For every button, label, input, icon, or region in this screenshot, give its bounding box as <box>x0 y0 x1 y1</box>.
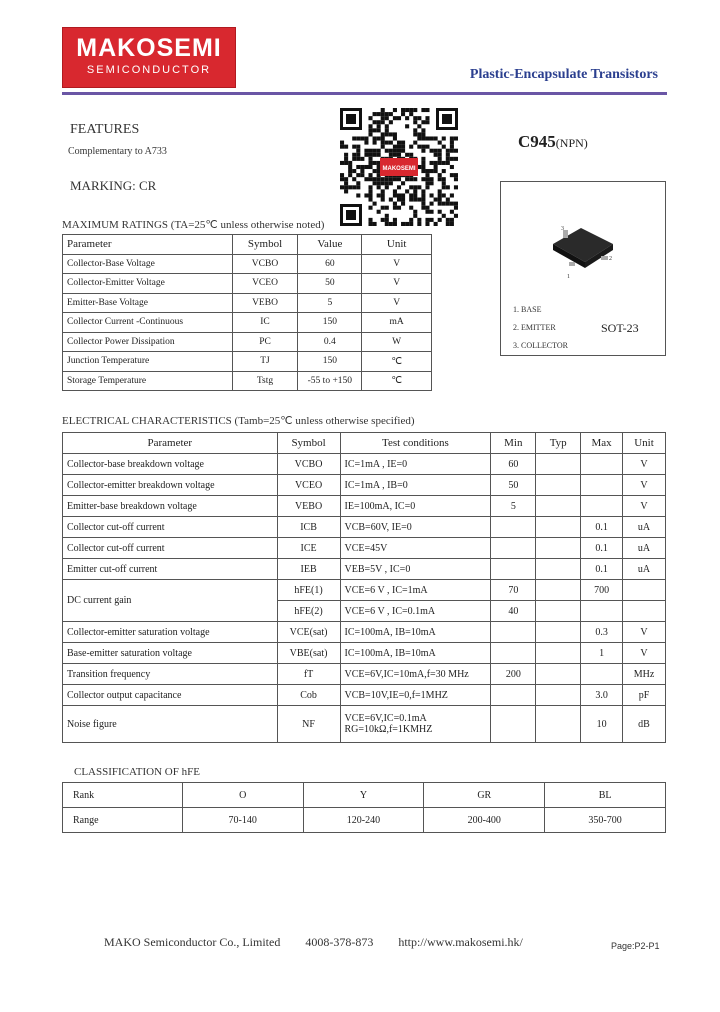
cond-cell: VCB=60V, IE=0 <box>340 517 491 538</box>
unit-cell: V <box>623 622 666 643</box>
footer-url[interactable]: http://www.makosemi.hk/ <box>398 935 523 949</box>
value-cell: 150 <box>298 313 362 333</box>
typ-cell <box>536 622 581 643</box>
electrical-row <box>63 622 666 643</box>
column-header: Max <box>581 433 623 454</box>
range-row <box>63 808 666 833</box>
typ-cell <box>536 538 581 559</box>
param-cell: Collector-emitter saturation voltage <box>63 622 278 643</box>
column-header: Symbol <box>277 433 340 454</box>
symbol-cell: VCEO <box>232 274 298 294</box>
column-header: Test conditions <box>340 433 491 454</box>
min-cell <box>491 685 536 706</box>
typ-cell <box>536 664 581 685</box>
max-cell: 0.1 <box>581 559 623 580</box>
logo-brand: MAKOSEMI <box>76 34 222 62</box>
unit-cell: V <box>623 475 666 496</box>
min-cell: 60 <box>491 454 536 475</box>
max-ratings-title: MAXIMUM RATINGS (TA=25℃ unless otherwise noted) <box>62 219 325 231</box>
unit-cell: ℃ <box>362 371 432 391</box>
symbol-cell: ICE <box>277 538 340 559</box>
max-cell: 0.1 <box>581 538 623 559</box>
column-header: Symbol <box>232 235 298 255</box>
qr-logo-text: MAKOSEMI <box>382 166 416 172</box>
max-cell <box>581 496 623 517</box>
footer <box>104 935 545 950</box>
unit-cell: W <box>362 332 432 352</box>
unit-cell: uA <box>623 538 666 559</box>
min-cell <box>491 517 536 538</box>
cond-cell: VCE=6 V , IC=1mA <box>340 580 491 601</box>
symbol-cell: hFE(2) <box>277 601 340 622</box>
parameter-cell: Collector Power Dissipation <box>63 332 233 352</box>
symbol-cell: ICB <box>277 517 340 538</box>
param-cell: Collector output capacitance <box>63 685 278 706</box>
rank-cell: GR <box>424 783 545 808</box>
unit-cell: V <box>362 293 432 313</box>
value-cell: 60 <box>298 254 362 274</box>
column-header: Parameter <box>63 433 278 454</box>
cond-cell: IE=100mA, IC=0 <box>340 496 491 517</box>
symbol-cell: VEBO <box>277 496 340 517</box>
symbol-cell: Tstg <box>232 371 298 391</box>
cond-cell <box>340 706 491 743</box>
symbol-cell: VEBO <box>232 293 298 313</box>
electrical-row <box>63 475 666 496</box>
parameter-cell: Collector Current -Continuous <box>63 313 233 333</box>
unit-cell <box>623 601 666 622</box>
electrical-row <box>63 454 666 475</box>
unit-cell: V <box>362 254 432 274</box>
max-cell: 0.1 <box>581 517 623 538</box>
max-ratings-row <box>63 274 432 294</box>
electrical-row <box>63 643 666 664</box>
max-cell <box>581 601 623 622</box>
pin-number-1: 1 <box>567 274 570 280</box>
header-divider <box>62 92 667 95</box>
symbol-cell: VCE(sat) <box>277 622 340 643</box>
pin-number-3: 3 <box>561 226 564 232</box>
part-type: (NPN) <box>555 136 588 150</box>
typ-cell <box>536 685 581 706</box>
cond-cell: IC=100mA, IB=10mA <box>340 622 491 643</box>
electrical-header-row <box>63 433 666 454</box>
sot23-drawing <box>501 182 667 292</box>
electrical-title: ELECTRICAL CHARACTERISTICS (Tamb=25℃ unless otherwise specified) <box>62 415 415 427</box>
document-title: Plastic-Encapsulate Transistors <box>469 67 658 82</box>
value-cell: -55 to +150 <box>298 371 362 391</box>
typ-cell <box>536 643 581 664</box>
company-logo <box>62 27 236 88</box>
electrical-row <box>63 706 666 743</box>
value-cell: 5 <box>298 293 362 313</box>
min-cell: 5 <box>491 496 536 517</box>
column-header: Typ <box>536 433 581 454</box>
typ-cell <box>536 601 581 622</box>
unit-cell: MHz <box>623 664 666 685</box>
max-cell <box>581 475 623 496</box>
symbol-cell: PC <box>232 332 298 352</box>
cond-cell: VCE=6 V , IC=0.1mA <box>340 601 491 622</box>
param-cell: Collector cut-off current <box>63 538 278 559</box>
unit-cell: V <box>623 454 666 475</box>
max-ratings-row <box>63 313 432 333</box>
param-cell: Collector cut-off current <box>63 517 278 538</box>
min-cell <box>491 622 536 643</box>
max-ratings-row <box>63 332 432 352</box>
value-cell: 0.4 <box>298 332 362 352</box>
cond-cell: VCE=45V <box>340 538 491 559</box>
symbol-cell: hFE(1) <box>277 580 340 601</box>
classification-title: CLASSIFICATION OF hFE <box>74 766 200 778</box>
rank-cell: BL <box>545 783 666 808</box>
electrical-row <box>63 496 666 517</box>
param-cell: Base-emitter saturation voltage <box>63 643 278 664</box>
electrical-row <box>63 685 666 706</box>
range-cell: 200-400 <box>424 808 545 833</box>
pin-2-label: 2. EMITTER <box>513 323 556 332</box>
max-cell: 0.3 <box>581 622 623 643</box>
column-header: Value <box>298 235 362 255</box>
electrical-row <box>63 580 666 601</box>
min-cell: 70 <box>491 580 536 601</box>
cond-cell: IC=1mA , IE=0 <box>340 454 491 475</box>
param-cell: Noise figure <box>63 706 278 743</box>
electrical-row <box>63 538 666 559</box>
typ-cell <box>536 475 581 496</box>
symbol-cell: Cob <box>277 685 340 706</box>
rank-row <box>63 783 666 808</box>
unit-cell: mA <box>362 313 432 333</box>
typ-cell <box>536 580 581 601</box>
typ-cell <box>536 517 581 538</box>
unit-cell: V <box>623 643 666 664</box>
symbol-cell: TJ <box>232 352 298 372</box>
unit-cell: uA <box>623 517 666 538</box>
range-label: Range <box>63 808 183 833</box>
symbol-cell: NF <box>277 706 340 743</box>
features-heading: FEATURES <box>70 122 140 137</box>
logo-subtitle: SEMICONDUCTOR <box>86 64 212 76</box>
typ-cell <box>536 559 581 580</box>
max-cell: 1 <box>581 643 623 664</box>
page-number: Page:P2-P1 <box>611 941 660 951</box>
pin-3-label: 3. COLLECTOR <box>513 341 568 350</box>
param-cell: Transition frequency <box>63 664 278 685</box>
typ-cell <box>536 706 581 743</box>
features-text: Complementary to A733 <box>68 146 167 157</box>
condition-line: RG=10kΩ,f=1KMHZ <box>344 724 433 735</box>
parameter-cell: Junction Temperature <box>63 352 233 372</box>
value-cell: 150 <box>298 352 362 372</box>
max-ratings-row <box>63 293 432 313</box>
param-cell: DC current gain <box>63 580 278 622</box>
symbol-cell: VCBO <box>232 254 298 274</box>
max-ratings-row <box>63 371 432 391</box>
max-cell <box>581 664 623 685</box>
part-number <box>518 132 588 152</box>
max-ratings-header-row <box>63 235 432 255</box>
value-cell: 50 <box>298 274 362 294</box>
symbol-cell: VCEO <box>277 475 340 496</box>
unit-cell: pF <box>623 685 666 706</box>
pin-1-label: 1. BASE <box>513 305 542 314</box>
rank-cell: Y <box>303 783 424 808</box>
cond-cell: IC=1mA , IB=0 <box>340 475 491 496</box>
unit-cell <box>623 580 666 601</box>
electrical-row <box>63 517 666 538</box>
package-name: SOT-23 <box>601 321 639 335</box>
param-cell: Collector-emitter breakdown voltage <box>63 475 278 496</box>
max-ratings-table <box>62 234 432 391</box>
rank-cell: O <box>182 783 303 808</box>
symbol-cell: fT <box>277 664 340 685</box>
part-number-text: C945 <box>518 132 556 151</box>
parameter-cell: Collector-Emitter Voltage <box>63 274 233 294</box>
min-cell <box>491 706 536 743</box>
parameter-cell: Collector-Base Voltage <box>63 254 233 274</box>
min-cell: 50 <box>491 475 536 496</box>
unit-cell: V <box>623 496 666 517</box>
cond-cell: VCE=6V,IC=10mA,f=30 MHz <box>340 664 491 685</box>
typ-cell <box>536 454 581 475</box>
range-cell: 70-140 <box>182 808 303 833</box>
package-diagram <box>500 181 666 356</box>
symbol-cell: IC <box>232 313 298 333</box>
min-cell: 40 <box>491 601 536 622</box>
max-cell: 10 <box>581 706 623 743</box>
min-cell: 200 <box>491 664 536 685</box>
max-cell: 3.0 <box>581 685 623 706</box>
cond-cell: VEB=5V , IC=0 <box>340 559 491 580</box>
symbol-cell: IEB <box>277 559 340 580</box>
classification-table <box>62 782 666 833</box>
electrical-table <box>62 432 666 743</box>
symbol-cell: VBE(sat) <box>277 643 340 664</box>
unit-cell: V <box>362 274 432 294</box>
condition-line: VCE=6V,IC=0.1mA <box>344 713 427 724</box>
column-header: Min <box>491 433 536 454</box>
symbol-cell: VCBO <box>277 454 340 475</box>
parameter-cell: Storage Temperature <box>63 371 233 391</box>
pin-number-2: 2 <box>609 256 612 262</box>
column-header: Parameter <box>63 235 233 255</box>
unit-cell: ℃ <box>362 352 432 372</box>
footer-phone: 4008-378-873 <box>305 935 374 949</box>
param-cell: Emitter cut-off current <box>63 559 278 580</box>
min-cell <box>491 559 536 580</box>
qr-code <box>340 108 458 226</box>
marking-label: MARKING: CR <box>70 178 157 193</box>
max-ratings-row <box>63 254 432 274</box>
rank-label: Rank <box>63 783 183 808</box>
cond-cell: VCB=10V,IE=0,f=1MHZ <box>340 685 491 706</box>
min-cell <box>491 643 536 664</box>
range-cell: 120-240 <box>303 808 424 833</box>
range-cell: 350-700 <box>545 808 666 833</box>
unit-cell: uA <box>623 559 666 580</box>
electrical-row <box>63 664 666 685</box>
unit-cell: dB <box>623 706 666 743</box>
parameter-cell: Emitter-Base Voltage <box>63 293 233 313</box>
param-cell: Collector-base breakdown voltage <box>63 454 278 475</box>
qr-code-graphic <box>340 108 458 226</box>
max-cell <box>581 454 623 475</box>
max-ratings-row <box>63 352 432 372</box>
cond-cell: IC=100mA, IB=10mA <box>340 643 491 664</box>
column-header: Unit <box>623 433 666 454</box>
max-cell: 700 <box>581 580 623 601</box>
electrical-row <box>63 559 666 580</box>
min-cell <box>491 538 536 559</box>
typ-cell <box>536 496 581 517</box>
footer-company: MAKO Semiconductor Co., Limited <box>104 935 281 949</box>
column-header: Unit <box>362 235 432 255</box>
param-cell: Emitter-base breakdown voltage <box>63 496 278 517</box>
